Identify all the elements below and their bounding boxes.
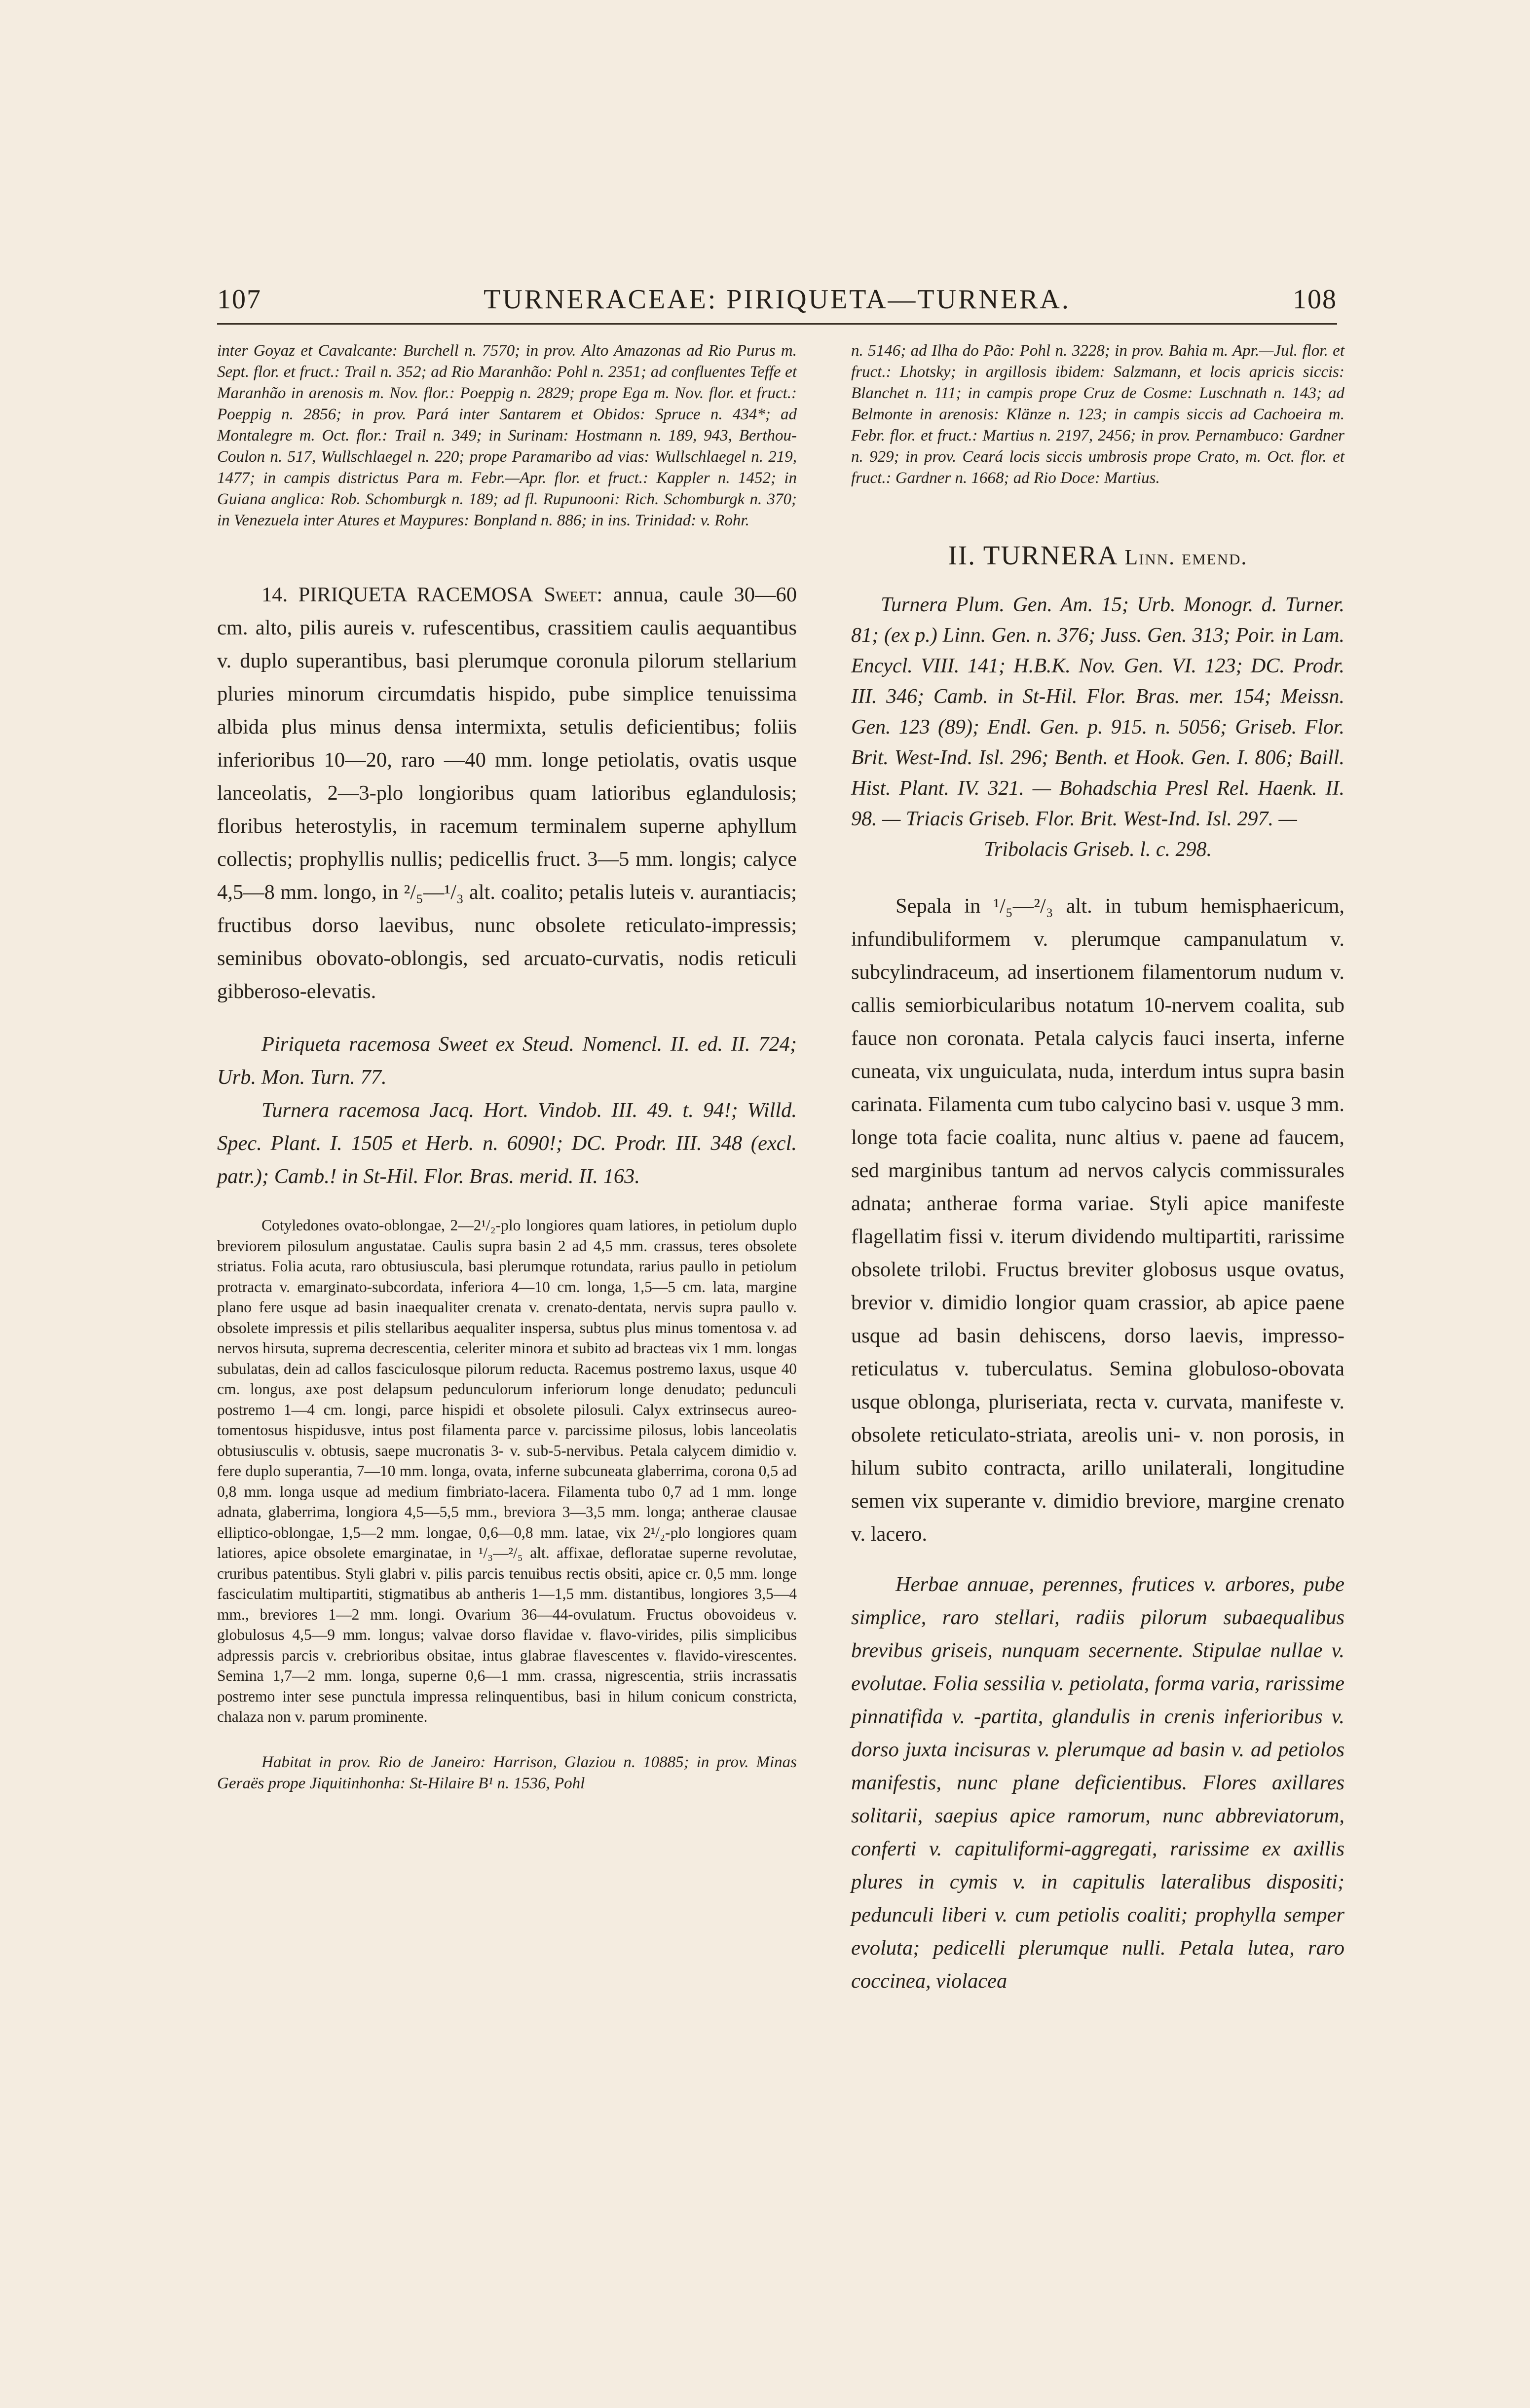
left-column: [217, 340, 797, 1794]
page-number-left: 107: [217, 284, 261, 315]
header-rule: [217, 323, 1337, 325]
running-title: TURNERACEAE: PIRIQUETA—TURNERA.: [484, 284, 1071, 315]
genus-references: Turnera Plum. Gen. Am. 15; Urb. Monogr. d. Turner. 81; (ex p.) Linn. Gen. n. 376; Juss. Gen. 313; Poir. in Lam. Encycl. VIII. 141; H.B.K. Nov. Gen. VI. 123; DC. Prodr. III. 346; Camb. in St-Hil. Flor. Bras. mer. 154; Meissn. Gen. 123 (89); Endl. Gen. p. 915. n. 5056; Griseb. Flor. Brit. West-Ind. Isl. 296; Benth. et Hook. Gen. I. 806; Baill. Hist. Plant. IV. 321. — Bohadschia Presl Rel. Haenk. II. 98. — Triacis Griseb. Flor. Brit. West-Ind. Isl. 297. —: [851, 593, 1344, 830]
species-name: PIRIQUETA RACEMOSA: [298, 583, 533, 606]
species-description: [217, 578, 797, 1008]
left-locality-citations: inter Goyaz et Cavalcante: Burchell n. 7570; in prov. Alto Amazonas ad Rio Purus m. Sept. flor. et fruct.: Trail n. 352; ad Rio Maranhão: Pohl n. 2351; ad confluentes Teffe et Maranhão in arenosis m. Nov. flor.: Poeppig n. 2829; prope Ega m. Nov. flor. et fruct.: Poeppig n. 2856; in prov. Pará inter Santarem et Obidos: Spruce n. 434*; ad Montalegre m. Oct. flor.: Trail n. 349; in Surinam: Hostmann n. 189, 943, Berthou-Coulon n. 517, Wullschlaegel n. 220; prope Paramaribo ad vias: Wullschlaegel n. 219, 1477; in campis districtus Para m. Febr.—Apr. flor. et fruct.: Kappler n. 1452; in Guiana anglica: Rob. Schomburgk n. 189; ad fl. Rupunooni: Rich. Schomburgk n. 370; in Venezuela inter Atures et Maypures: Bonpland n. 886; in ins. Trinidad: v. Rohr.: [217, 342, 797, 529]
species-number: 14.: [261, 583, 288, 606]
genus-title: II. TURNERA: [948, 540, 1117, 570]
genus-description: Sepala in ¹/₅—²/₃ alt. in tubum hemisphaericum, infundibuliformem v. plerumque campanulatum v. subcylindraceum, ad insertionem filamentorum nudum v. callis semiorbicularibus notatum 10-nervem coalita, sub fauce non coronata. Petala calycis fauci inserta, inferne cuneata, vix unguiculata, nuda, interdum intus supra basin carinata. Filamenta cum tubo calycino basi v. usque 3 mm. longe tota facie coalita, nunc altius v. paene ad faucem, sed marginibus tantum ad nervos calycis commissurales adnata; antherae forma variae. Styli apice manifeste flagellatim fissi v. iterum dividendo multipartiti, rarissime obsolete trilobi. Fructus breviter globosus usque ovatus, brevior v. dimidio longior quam crassior, ab apice paene usque ad basin dehiscens, dorso laevis, impresso-reticulatus v. tuberculatus. Semina globuloso-obovata usque oblonga, pluriseriata, recta v. curvata, manifeste v. obsolete reticulato-striata, areolis uni- v. non porosis, in hilum subito contracta, arillo unilaterali, longitudine semen vix superante v. dimidio breviore, margine crenato v. lacero.: [851, 894, 1344, 1546]
running-header: [217, 284, 1337, 318]
genus-habit: Herbae annuae, perennes, frutices v. arbores, pube simplice, raro stellari, radiis pilorum subaequalibus brevibus griseis, nunquam secernente. Stipulae nullae v. evolutae. Folia sessilia v. petiolata, forma varia, rarissime pinnatifida v. -partita, glandulis in crenis inferioribus v. dorso juxta incisuras v. plerumque ad basin v. ad petiolos manifestis, nunc plane deficientibus. Flores axillares solitarii, saepius apice ramorum, nunc abbreviatorum, conferti v. capituliformi-aggregati, rarissime ex axillis plures in cymis v. in capitulis lateralibus dispositi; pedunculi liberi v. cum petiolis coaliti; prophylla semper evoluta; pedicelli plerumque nulli. Petala lutea, raro coccinea, violacea: [851, 1573, 1344, 1993]
right-locality-citations: n. 5146; ad Ilha do Pão: Pohl n. 3228; in prov. Bahia m. Apr.—Jul. flor. et fruct.: Lhotsky; in argillosis ibidem: Salzmann, et locis apricis siccis: Blanchet n. 111; in campis prope Cruz de Cosme: Luschnath n. 143; ad Belmonte in arenosis: Klänze n. 123; in campis siccis ad Cachoeira m. Febr. flor. et fruct.: Martius n. 2197, 2456; in prov. Pernambuco: Gardner n. 929; in prov. Ceará locis siccis umbrosis prope Crato, m. Oct. flor. et fruct.: Gardner n. 1668; ad Rio Doce: Martius.: [851, 342, 1344, 487]
genus-heading: [851, 538, 1344, 575]
species-author: Sweet:: [544, 583, 603, 606]
synonym-1: Piriqueta racemosa Sweet ex Steud. Nomencl. II. ed. II. 724; Urb. Mon. Turn. 77.: [217, 1033, 797, 1089]
right-column: [851, 340, 1344, 1998]
page-number-right: 108: [1293, 284, 1337, 315]
synonym-2: Turnera racemosa Jacq. Hort. Vindob. III. 49. t. 94!; Willd. Spec. Plant. I. 1505 et Herb. n. 6090!; DC. Prodr. III. 348 (excl. patr.); Camb.! in St-Hil. Flor. Bras. merid. II. 163.: [217, 1099, 797, 1188]
genus-references-end: Tribolacis Griseb. l. c. 298.: [983, 838, 1212, 861]
species-diagnosis: annua, caule 30—60 cm. alto, pilis aureis v. rufescentibus, crassitiem caulis aequantibus v. duplo superantibus, basi plerumque coronula pilorum stellarium pluries minorum circumdatis hispido, pube simplice tenuissima albida plus minus densa intermixta, setulis deficientibus; foliis inferioribus 10—20, raro —40 mm. longe petiolatis, ovatis usque lanceolatis, 2—3-plo longioribus quam latioribus eglandulosis; floribus heterostylis, in racemum terminalem superne aphyllum collectis; prophyllis nullis; pedicellis fruct. 3—5 mm. longis; calyce 4,5—8 mm. longo, in ²/₅—¹/₃ alt. coalito; petalis luteis v. aurantiacis; fructibus dorso laevibus, nunc obsolete reticulato-impressis; seminibus obovato-oblongis, sed arcuato-curvatis, nodis reticuli gibberoso-elevatis.: [217, 583, 797, 1003]
habitat-paragraph: Habitat in prov. Rio de Janeiro: Harrison, Glaziou n. 10885; in prov. Minas Geraës prope Jiquitinhonha: St-Hilaire B¹ n. 1536, Pohl: [217, 1753, 797, 1792]
genus-author: Linn. emend.: [1124, 545, 1248, 569]
morphology-notes: Cotyledones ovato-oblongae, 2—2¹/₂-plo longiores quam latiores, in petiolum duplo breviorem pilosulum angustatae. Caulis supra basin 2 ad 4,5 mm. crassus, teres obsolete striatus. Folia acuta, raro obtusiuscula, basi plerumque rotundata, rarius paullo in petiolum protracta v. emarginato-subcordata, inferiora 4—10 cm. longa, 1,5—5 cm. lata, margine plano fere usque ad basin inaequaliter crenata v. crenato-dentata, nervis supra paullo v. obsolete impressis et pilis stellaribus aequaliter inspersa, subtus plus minus tomentosa v. ad nervos hirsuta, suprema decrescentia, celeriter minora et subito ad bracteas vix 1 mm. longas subulatas, dein ad callos fasciculosque pilorum reducta. Racemus postremo laxus, usque 40 cm. longus, axe post delapsum pedunculorum inferiorum longe denudato; pedunculi postremo 1—4 cm. longi, parce hispidi et obsolete pilosuli. Calyx extrinsecus aureo-tomentosus hispidusve, intus post filamenta parce v. parcissime pilosus, lobis lanceolatis obtusiusculis v. obtusis, saepe mucronatis 3- v. sub-5-nervibus. Petala calycem dimidio v. fere duplo superantia, 7—10 mm. longa, ovata, inferne subcuneata glaberrima, corona 0,5 ad 0,8 mm. longa usque ad medium fimbriato-lacera. Filamenta tubo 0,7 ad 1 mm. longe adnata, glaberrima, longiora 4,5—5,5 mm., breviora 3—3,5 mm. longa; antherae clausae elliptico-oblongae, 1,5—2 mm. longae, 0,6—0,8 mm. latae, vix 2¹/₂-plo longiores quam latiores, apice obsolete emarginatae, in ¹/₃—²/₅ alt. affixae, defloratae superne revolutae, cruribus patentibus. Styli glabri v. pilis parcis tenuibus rectis obsiti, apice cr. 0,5 mm. longe fasciculatim multipartiti, stigmatibus ab antheris 1—1,5 mm. distantibus, longiores 3,5—4 mm., breviores 1—2 mm. longi. Ovarium 36—44-ovulatum. Fructus obovoideus v. globulosus 4,5—9 mm. longus; valvae dorso flavidae v. flavo-virides, pilis simplicibus adpressis parcis v. crebrioribus obsitae, intus glabrae flavescentes v. flavido-virescentes. Semina 1,7—2 mm. longa, superne 0,6—1 mm. crassa, nigrescentia, striis incrassatis postremo inter sese punctula impressa relinquentibus, basi in hilum conicum constricta, chalaza non v. parum prominente.: [217, 1217, 797, 1725]
